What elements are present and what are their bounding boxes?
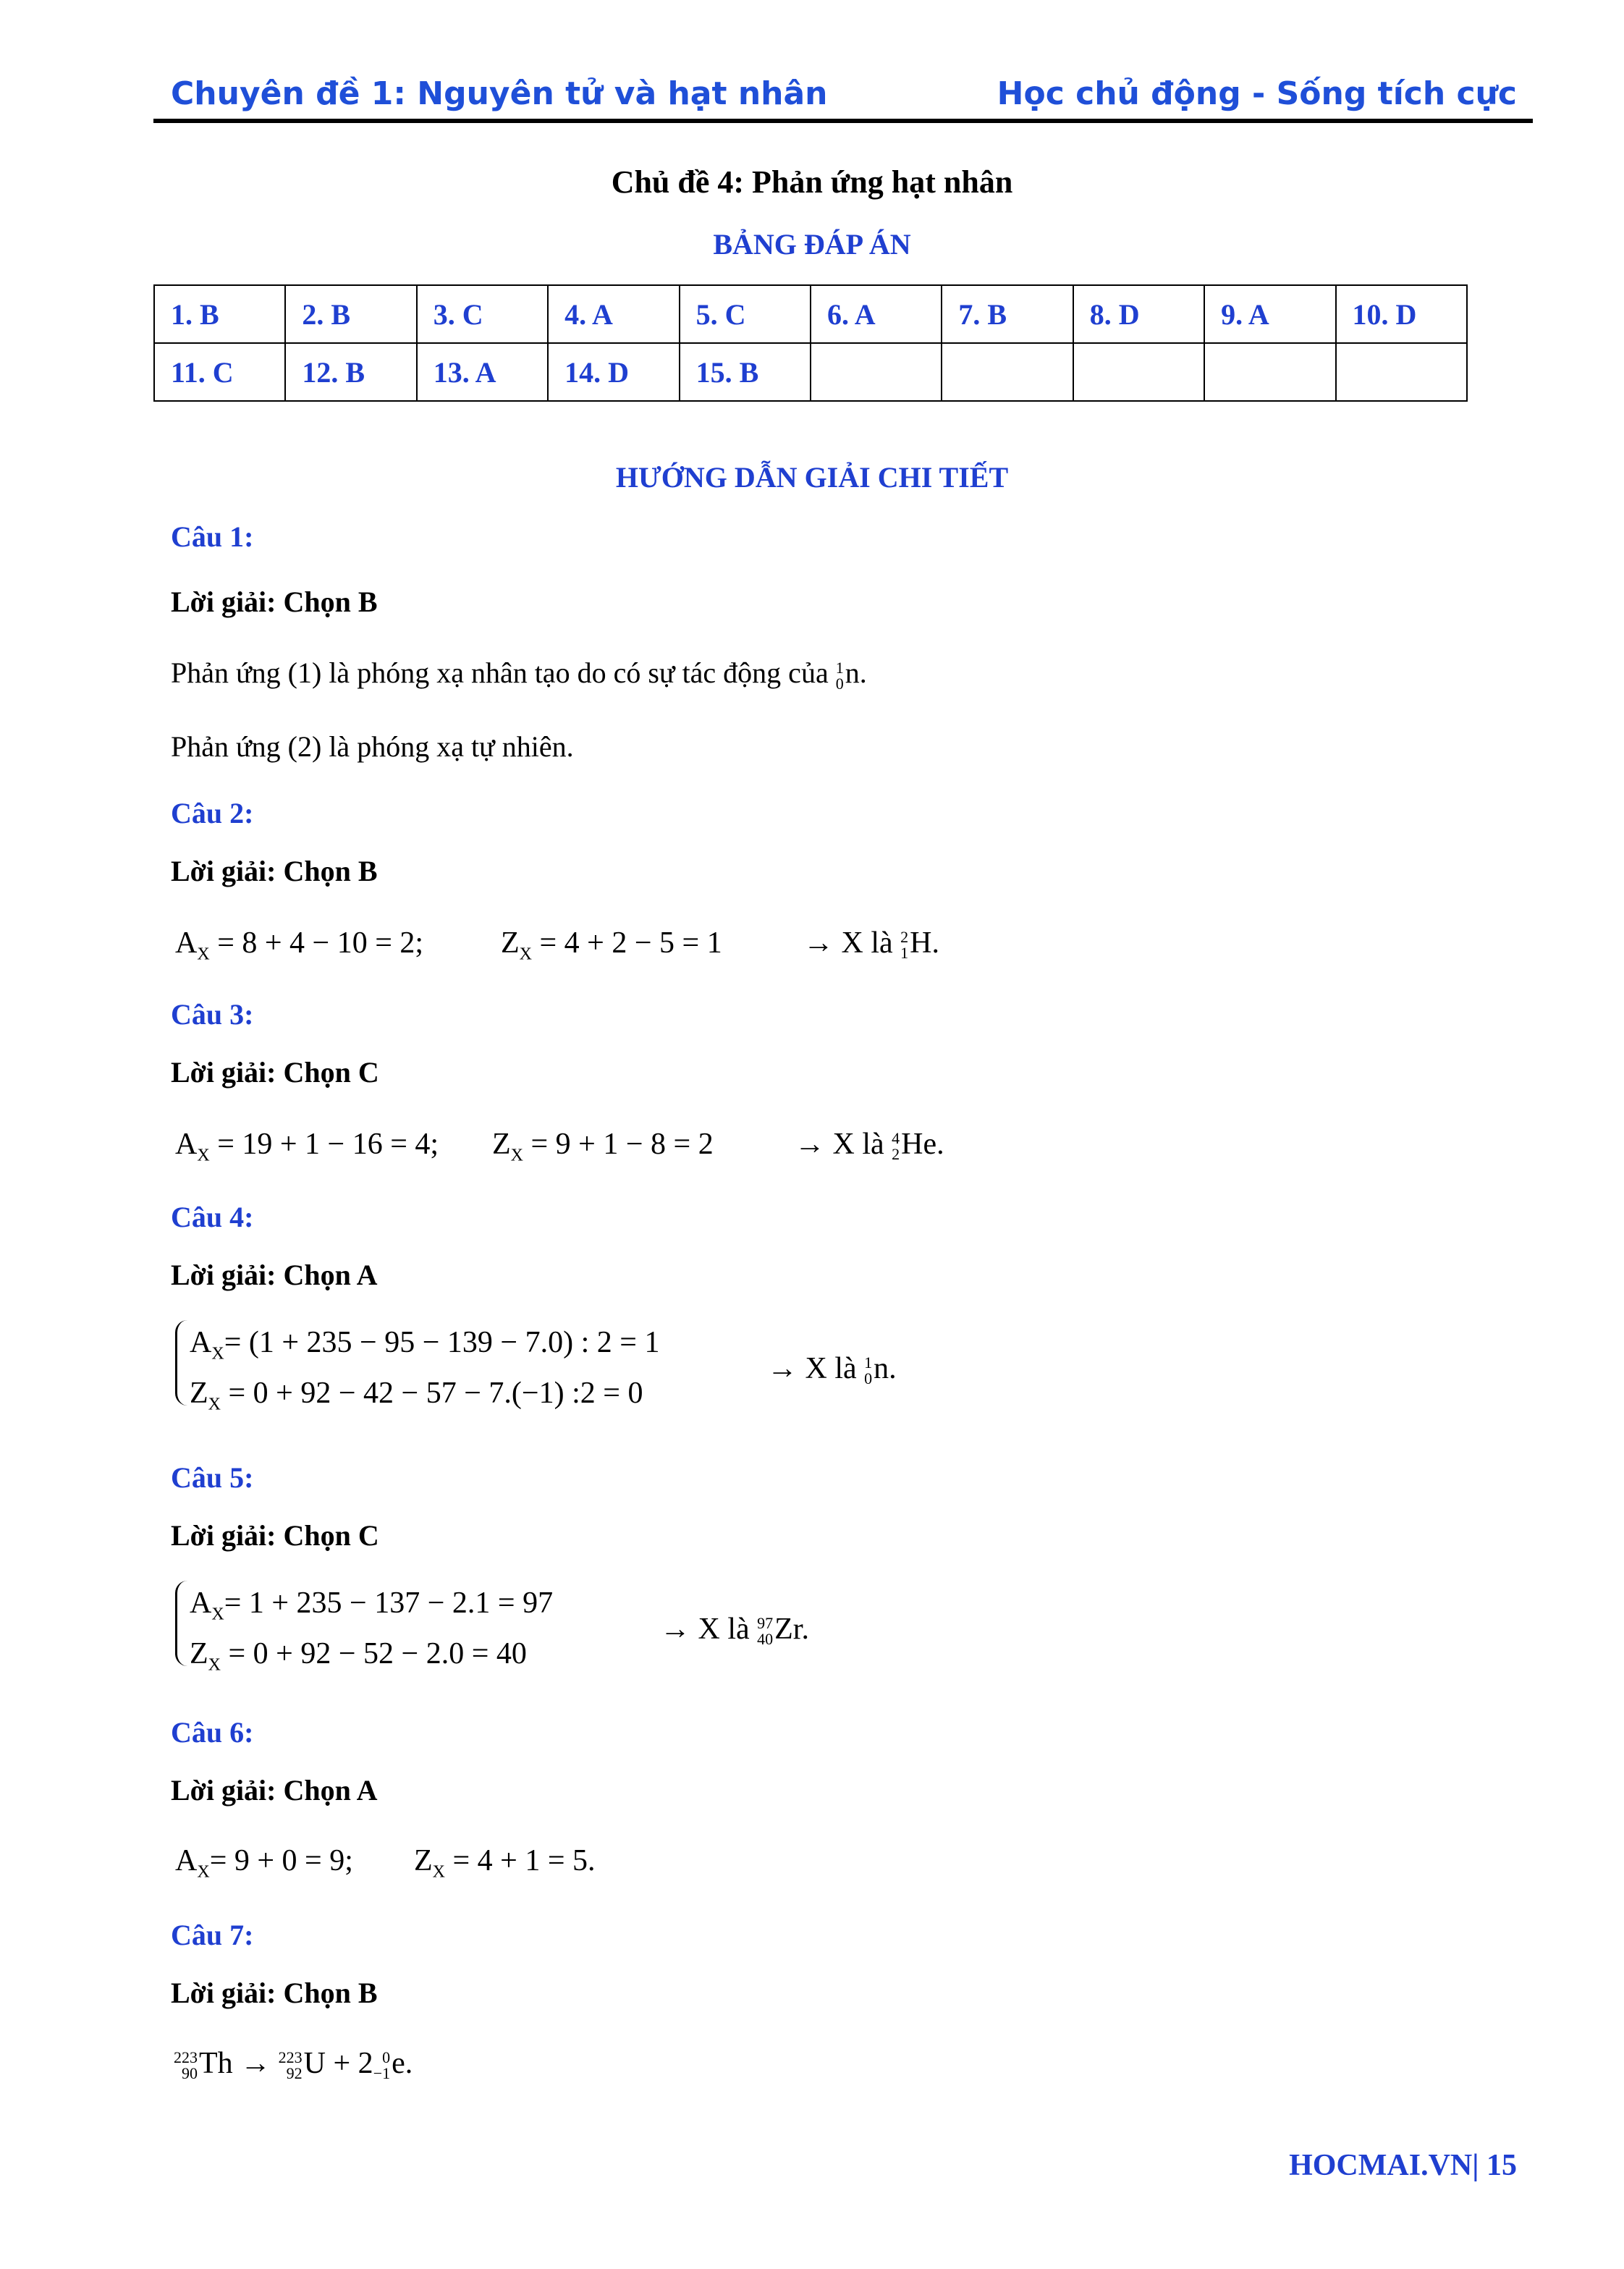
answer-cell	[811, 343, 942, 401]
answer-table	[153, 284, 1468, 402]
equation: $Z_X = 0 + 92 - 42 - 57 - 7.(-1)$ :2 = 0	[190, 1377, 643, 1414]
equation: $A_X= 1 + 235 - 137 - 2.1 = 97$	[190, 1586, 554, 1624]
system-brace	[175, 1320, 187, 1406]
question-label: Câu 7:	[171, 1919, 254, 1951]
table-row	[154, 285, 1467, 343]
question-label: Câu 2:	[171, 797, 254, 829]
equation: $Z_X = 0 + 92 - 52 - 2.0 = 40$	[190, 1637, 527, 1675]
equation: $Z_X = 4 + 1 = 5$.	[414, 1844, 596, 1882]
solution-text: Phản ứng (2) là phóng xạ tự nhiên.	[171, 730, 574, 763]
answer-cell	[1073, 343, 1204, 401]
solution-label: Lời giải: Chọn B	[171, 586, 378, 618]
answer-cell: 1. B	[154, 285, 285, 343]
answer-cell: 8. D	[1073, 285, 1204, 343]
equation: $A_X= (1 + 235 - 95 - 139 - 7.0)$ : 2 = 1	[190, 1326, 660, 1364]
answer-cell: 5. C	[680, 285, 811, 343]
equation: $Z_X = 9 + 1 - 8 = 2$	[492, 1128, 714, 1165]
answer-cell	[1336, 343, 1467, 401]
answer-cell: 6. A	[811, 285, 942, 343]
header-topic: Chuyên đề 1: Nguyên tử và hạt nhân	[171, 75, 828, 112]
answer-cell: 11. C	[154, 343, 285, 401]
answer-cell: 4. A	[548, 285, 679, 343]
answer-cell: 10. D	[1336, 285, 1467, 343]
question-label: Câu 3:	[171, 998, 254, 1031]
equation-result: → X là 97 40 Zr.	[660, 1613, 809, 1649]
page-title: Chủ đề 4: Phản ứng hạt nhân	[611, 164, 1013, 200]
equation-result: → X là 2 1 H.	[803, 926, 939, 963]
site-name: HOCMAI.VN	[1289, 2149, 1473, 2182]
answer-cell	[942, 343, 1073, 401]
answer-cell	[1204, 343, 1335, 401]
header-divider	[153, 119, 1533, 123]
equation: $A_X = 8 + 4 - 10 = 2$;	[175, 926, 424, 964]
answer-cell: 14. D	[548, 343, 679, 401]
question-label: Câu 4:	[171, 1201, 254, 1233]
solution-sentence: Phản ứng (1) là phóng xạ nhân tạo do có sự tác động của	[171, 656, 829, 689]
question-label: Câu 1:	[171, 520, 254, 553]
equation-result: → X là 1 0 n.	[767, 1352, 897, 1388]
header-slogan: Học chủ động - Sống tích cực	[997, 75, 1517, 112]
question-label: Câu 5:	[171, 1461, 254, 1494]
solution-label: Lời giải: Chọn A	[171, 1774, 378, 1807]
answer-cell: 7. B	[942, 285, 1073, 343]
solution-text: Phản ứng (1) là phóng xạ nhân tạo do có sự tác động của 1 0 n.	[171, 656, 867, 693]
solution-label: Lời giải: Chọn C	[171, 1519, 379, 1552]
answer-cell: 3. C	[417, 285, 548, 343]
solutions-heading: HƯỚNG DẪN GIẢI CHI TIẾT	[615, 461, 1009, 494]
solution-label: Lời giải: Chọn B	[171, 855, 378, 887]
decay-equation: 223 90 Th → 223 92 U + 2 0 −1 e.	[174, 2047, 413, 2083]
table-row	[154, 343, 1467, 401]
page-number: 15	[1486, 2149, 1517, 2182]
equation: $Z_X = 4 + 2 - 5 = 1$	[501, 926, 722, 964]
solution-label: Lời giải: Chọn A	[171, 1259, 378, 1291]
answer-cell: 9. A	[1204, 285, 1335, 343]
question-label: Câu 6:	[171, 1716, 254, 1749]
answers-heading: BẢNG ĐÁP ÁN	[713, 228, 911, 261]
equation: $A_X= 9 + 0 = 9$;	[175, 1844, 353, 1882]
answer-cell: 13. A	[417, 343, 548, 401]
nuclide-indices: 1 0	[835, 658, 844, 693]
solution-label: Lời giải: Chọn C	[171, 1056, 379, 1089]
system-brace	[175, 1581, 187, 1666]
page-footer	[1289, 2148, 1517, 2183]
solution-label: Lời giải: Chọn B	[171, 1977, 378, 2009]
answer-cell: 2. B	[285, 285, 416, 343]
equation-result: → X là 4 2 He.	[795, 1128, 944, 1164]
footer-separator: |	[1472, 2149, 1479, 2182]
answer-cell: 15. B	[680, 343, 811, 401]
answer-cell: 12. B	[285, 343, 416, 401]
equation: $A_X = 19 + 1 - 16 = 4$;	[175, 1128, 439, 1165]
